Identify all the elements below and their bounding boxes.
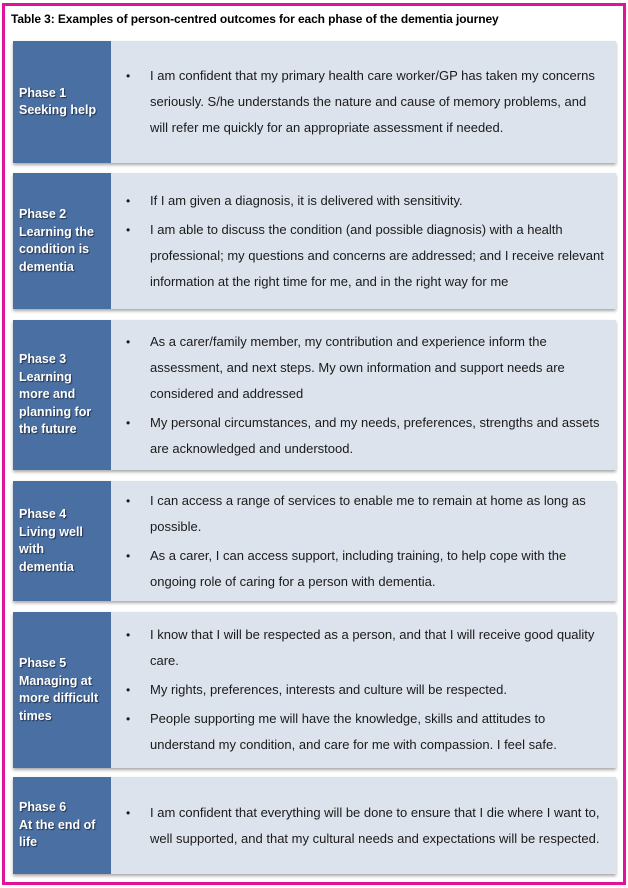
outcome-list (111, 800, 616, 852)
phase-name-line: At the end of (19, 817, 96, 832)
phase-name-line: with (19, 542, 44, 556)
table-row (13, 173, 616, 309)
phase-number: Phase 3 (19, 352, 67, 367)
phase-cell (13, 41, 111, 163)
outcome-item (111, 410, 606, 462)
phase-name-line: condition is (19, 242, 90, 256)
phase-name-line: more and (19, 387, 76, 402)
outcome-item (111, 217, 606, 295)
outcome-item (111, 622, 606, 674)
outcome-cell (111, 481, 616, 601)
phase-name-line: dementia (19, 559, 74, 574)
phase-number: Phase 4 (19, 507, 67, 521)
phase-label (13, 655, 107, 725)
bullet-icon: • (126, 334, 131, 349)
phase-name-line: dementia (19, 259, 74, 274)
bullet-icon: • (126, 415, 131, 430)
phase-cell (13, 612, 111, 768)
phase-label (13, 506, 107, 576)
outcome-list (111, 488, 616, 595)
outcome-text: My rights, preferences, interests and culture will be respected. (150, 682, 507, 697)
outcome-item (111, 63, 606, 141)
outcome-list (111, 188, 616, 295)
phase-number: Phase 6 (19, 800, 67, 815)
bullet-icon: • (126, 493, 131, 508)
outcome-item (111, 800, 606, 852)
outcome-text: My personal circumstances, and my needs, preferences, strengths and assets are acknowledged and understood. (150, 414, 600, 456)
phase-number: Phase 2 (19, 207, 67, 221)
table-title: Table 3: Examples of person-centred outcomes for each phase of the dementia journey (11, 12, 499, 26)
bullet-icon: • (126, 628, 131, 642)
table-row (13, 777, 616, 874)
table-row (13, 41, 616, 163)
outcome-list (111, 329, 616, 462)
bullet-icon: • (126, 193, 131, 208)
bullet-icon: • (126, 805, 131, 820)
outcome-item (111, 543, 606, 595)
phase-label (13, 206, 107, 276)
phase-cell (13, 777, 111, 874)
outcome-text: If I am given a diagnosis, it is delivered with sensitivity. (150, 192, 463, 208)
outcome-cell (111, 173, 616, 309)
table-row (13, 320, 616, 470)
phase-label (13, 351, 107, 439)
phase-cell (13, 481, 111, 601)
phase-label (13, 799, 107, 852)
table-row (13, 481, 616, 601)
phase-number: Phase 5 (19, 656, 67, 670)
table-frame (2, 3, 626, 885)
phase-number: Phase 1 (19, 85, 67, 100)
phase-name-line: Learning (19, 369, 72, 384)
outcome-item (111, 329, 606, 407)
phase-label (13, 85, 107, 120)
outcome-text: As a carer, I can access support, including training, to help cope with the ongoing role of caring for a person with dementia. (150, 547, 567, 589)
phase-cell (13, 173, 111, 309)
outcome-text: People supporting me will have the knowledge, skills and attitudes to understand my condition, and care for me with compassion. I feel safe. (150, 711, 557, 752)
outcome-list (111, 63, 616, 141)
outcome-item (111, 188, 606, 214)
bullet-icon: • (126, 712, 131, 726)
outcome-cell (111, 320, 616, 470)
outcome-text: I am able to discuss the condition (and possible diagnosis) with a health professional; my questions and concerns are addressed; and I receive relevant information at the right time for me, and in the right way for me (150, 221, 604, 289)
outcome-text: I know that I will be respected as a person, and that I will receive good quality care. (150, 627, 595, 668)
bullet-icon: • (126, 683, 131, 697)
outcome-item (111, 706, 606, 758)
bullet-icon: • (126, 548, 131, 563)
outcome-cell (111, 612, 616, 768)
phase-name-line: more difficult (19, 691, 99, 705)
outcome-cell (111, 41, 616, 163)
outcome-text: I can access a range of services to enable me to remain at home as long as possible. (150, 492, 586, 534)
phase-name-line: life (19, 835, 38, 850)
bullet-icon: • (126, 69, 131, 83)
phase-name-line: Living well (19, 524, 83, 539)
outcome-text: As a carer/family member, my contribution and experience inform the assessment, and next steps. My own information and support needs are considered and addressed (150, 333, 565, 401)
outcome-text: I am confident that my primary health care worker/GP has taken my concerns seriously. S/he understands the nature and cause of memory problems, and will refer me quickly for an appropriate assessment if needed. (150, 68, 595, 135)
phase-name-line: Managing at (19, 673, 92, 688)
phase-cell (13, 320, 111, 470)
outcome-text: I am confident that everything will be done to ensure that I die where I want to, well supported, and that my cultural needs and expectations will be respected. (150, 804, 600, 846)
table-row (13, 612, 616, 768)
phase-name-line: Seeking help (19, 103, 97, 117)
outcome-cell (111, 777, 616, 874)
outcome-list (111, 622, 616, 758)
phase-name-line: Learning the (19, 224, 95, 239)
outcome-item (111, 677, 606, 703)
phase-name-line: times (19, 708, 52, 723)
outcome-item (111, 488, 606, 540)
bullet-icon: • (126, 222, 131, 237)
phase-name-line: the future (19, 422, 77, 437)
phase-name-line: planning for (19, 404, 92, 419)
